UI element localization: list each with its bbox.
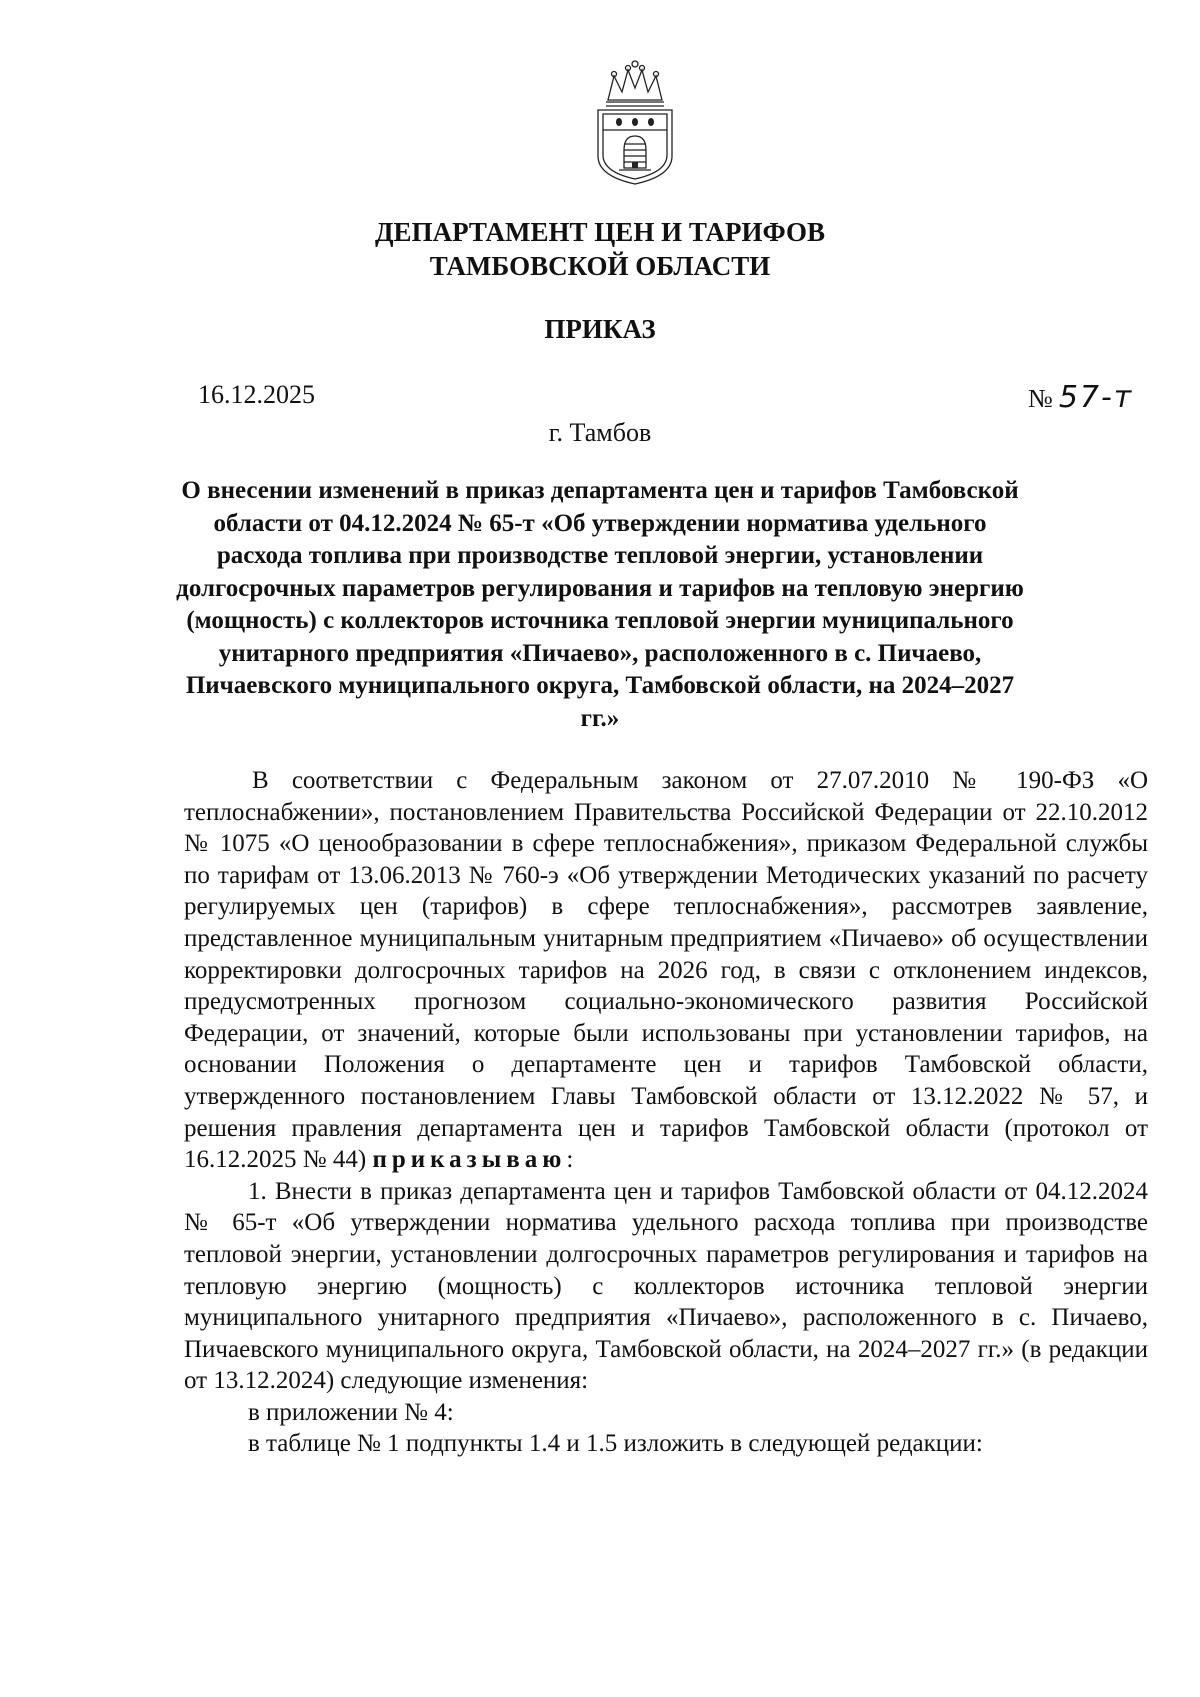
- document-date: 16.12.2025: [198, 380, 315, 409]
- tambov-coat-of-arms-emblem: [586, 58, 684, 188]
- handwritten-number: 57-т: [1058, 380, 1134, 415]
- table-line: в таблице № 1 подпункты 1.4 и 1.5 изложить в следующей редакции:: [248, 1430, 983, 1458]
- order-colon: :: [566, 1146, 574, 1174]
- number-prefix: №: [1028, 384, 1053, 413]
- department-name-line2: ТАМБОВСКОЙ ОБЛАСТИ: [429, 251, 771, 281]
- preamble-paragraph: [184, 765, 1148, 1176]
- preamble-text: В соответствии с Федеральным законом от 27.07.2010 № 190-ФЗ «О теплоснабжении», постановлением Правительства Российской Федерации от 22.10.2012 № 1075 «О ценообразовании в сфере теплоснабжения», приказом Федеральной службы по тарифам от 13.06.2013 № 760-э «Об утверждении Методических указаний по расчету регулируемых цен (тарифов) в сфере теплоснабжения», рассмотрев заявление, представленное муниципальным унитарным предприятием «Пичаево» об осуществлении корректировки долгосрочных тарифов на 2026 год, в связи с отклонением индексов, предусмотренных прогнозом социально-экономического развития Российской Федерации, от значений, которые были использованы при установлении тарифов, на основании Положения о департаменте цен и тарифов Тамбовской области, утвержденного постановлением Главы Тамбовской области от 13.12.2022 № 57, и решения правления департамента цен и тарифов Тамбовской области (протокол от 16.12.2025 № 44): [184, 767, 1148, 1174]
- document-number: [1028, 380, 1133, 415]
- order-word: приказываю: [372, 1146, 567, 1174]
- document-body: [184, 765, 1148, 1460]
- appendix-line: в приложении № 4:: [248, 1398, 454, 1426]
- document-city: г. Тамбов: [548, 418, 652, 447]
- department-name-line1: ДЕПАРТАМЕНТ ЦЕН И ТАРИФОВ: [374, 217, 826, 247]
- document-title: О внесении изменений в приказ департамента цен и тарифов Тамбовской области от 04.12.2024 № 65-т «Об утверждении норматива удельного расхода топлива при производстве тепловой энергии, установлении долгосрочных параметров регулирования и тарифов на тепловую энергию (мощность) с коллекторов источника тепловой энергии муниципального унитарного предприятия «Пичаево», расположенного в с. Пичаево, Пичаевского муниципального округа, Тамбовской области, на 2024–2027 гг.»: [176, 477, 1024, 732]
- document-type: ПРИКАЗ: [544, 314, 656, 344]
- item-1-paragraph: 1. Внести в приказ департамента цен и тарифов Тамбовской области от 04.12.2024 № 65-т «Об утверждении норматива удельного расхода топлива при производстве тепловой энергии, установлении долгосрочных параметров регулирования и тарифов на тепловую энергию (мощность) с коллекторов источника тепловой энергии муниципального унитарного предприятия «Пичаево», расположенного в с. Пичаево, Пичаевского муниципального округа, Тамбовской области, на 2024–2027 гг.» (в редакции от 13.12.2024) следующие изменения:: [184, 1177, 1148, 1395]
